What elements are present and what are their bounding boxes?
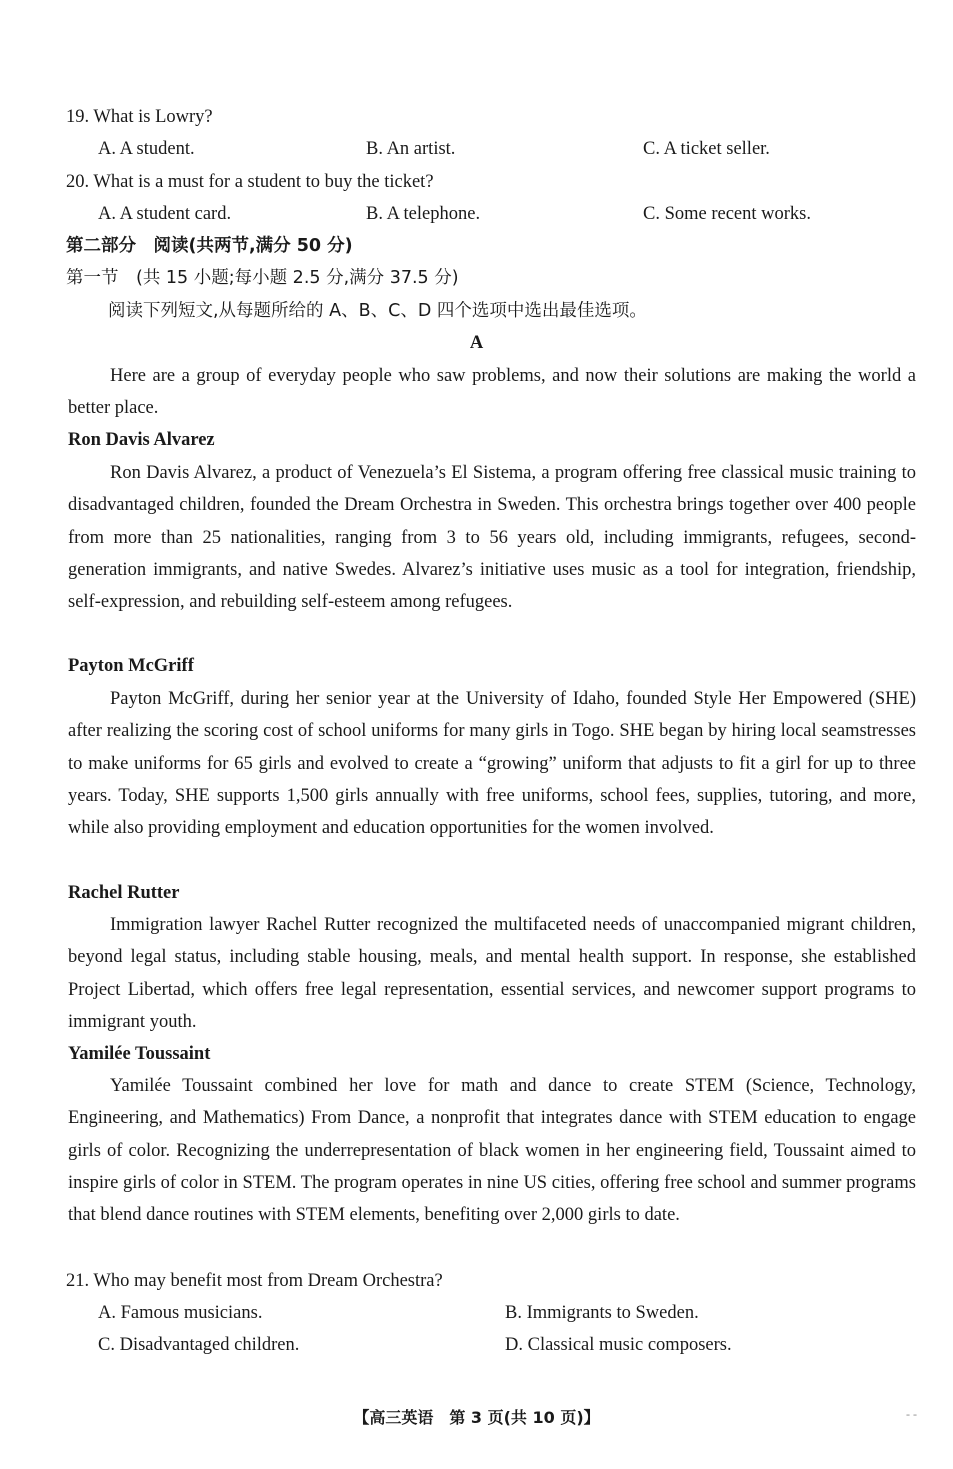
page-footer: 【高三英语 第 3 页(共 10 页)】 [353, 1408, 600, 1427]
question-20-option-a: A. A student card. [98, 204, 232, 224]
person-paragraph-alvarez: Ron Davis Alvarez, a product of Venezuela’s El Sistema, a program offering free classical music training to disadvantaged children, founded the Dream Orchestra in Sweden. This orchestra brings together over 400 people from more than 25 nationalities, ranging from 3 to 56 years old, including immigrants, refugees, second-generation immigrants, and native Swedes. Alvarez’s initiative uses music as a tool for integration, friendship, self-expression, and rebuilding self-esteem among refugees. [68, 463, 916, 613]
person-name-alvarez: Ron Davis Alvarez [68, 430, 215, 450]
person-paragraph-mcgriff: Payton McGriff, during her senior year at the University of Idaho, founded Style Her Empowered (SHE) after realizing the scoring cost of school uniforms for many girls in Togo. SHE began by hiring local seamstresses to make uniforms for 65 girls and evolved to create a “growing” uniform that adjusts to fit a girl for up to three years. Today, SHE supports 1,500 girls annually with free uniforms, school fees, supplies, tutoring, and more, while also providing employment and education opportunities for the women involved. [68, 689, 916, 839]
question-20-stem: 20. What is a must for a student to buy the ticket? [66, 172, 434, 192]
person-name-toussaint: Yamilée Toussaint [68, 1044, 211, 1064]
passage-label: A [469, 333, 484, 353]
passage-intro: Here are a group of everyday people who saw problems, and now their solutions are making the world a better place. [68, 366, 916, 419]
part-two-title: 第二部分 阅读(共两节,满分 50 分) [66, 236, 353, 256]
person-paragraph-rutter: Immigration lawyer Rachel Rutter recognized the multifaceted needs of unaccompanied migrant children, beyond legal status, including stable housing, meals, and mental health support. In response, she established Project Libertad, which offers free legal representation, essential services, and newcomer support programs to immigrant youth. [68, 915, 916, 1032]
person-paragraph-toussaint: Yamilée Toussaint combined her love for math and dance to create STEM (Science, Technology, Engineering, and Mathematics) From Dance, a nonprofit that integrates dance with STEM education to engage girls of color. Recognizing the underrepresentation of black women in her engineering field, Toussaint aimed to inspire girls of color in STEM. The program operates in nine US cities, offering free school and summer programs that blend dance routines with STEM elements, benefiting over 2,000 girls to date. [68, 1076, 916, 1226]
question-21-option-a: A. Famous musicians. [98, 1303, 263, 1323]
question-19-stem: 19. What is Lowry? [66, 107, 213, 127]
question-20-option-b: B. A telephone. [366, 204, 481, 224]
question-19-option-b: B. An artist. [366, 139, 456, 159]
reading-instruction: 阅读下列短文,从每题所给的 A、B、C、D 四个选项中选出最佳选项。 [108, 301, 647, 321]
question-21-option-c: C. Disadvantaged children. [98, 1335, 300, 1355]
question-21-option-d: D. Classical music composers. [505, 1335, 732, 1355]
question-19-option-c: C. A ticket seller. [643, 139, 770, 159]
person-name-mcgriff: Payton McGriff [68, 656, 194, 676]
question-19-option-a: A. A student. [98, 139, 195, 159]
section-one-title: 第一节 (共 15 小题;每小题 2.5 分,满分 37.5 分) [66, 268, 459, 288]
question-21-stem: 21. Who may benefit most from Dream Orchestra? [66, 1271, 443, 1291]
question-21-option-b: B. Immigrants to Sweden. [505, 1303, 699, 1323]
person-name-rutter: Rachel Rutter [68, 883, 180, 903]
question-20-option-c: C. Some recent works. [643, 204, 812, 224]
corner-mark: - - [906, 1407, 917, 1421]
